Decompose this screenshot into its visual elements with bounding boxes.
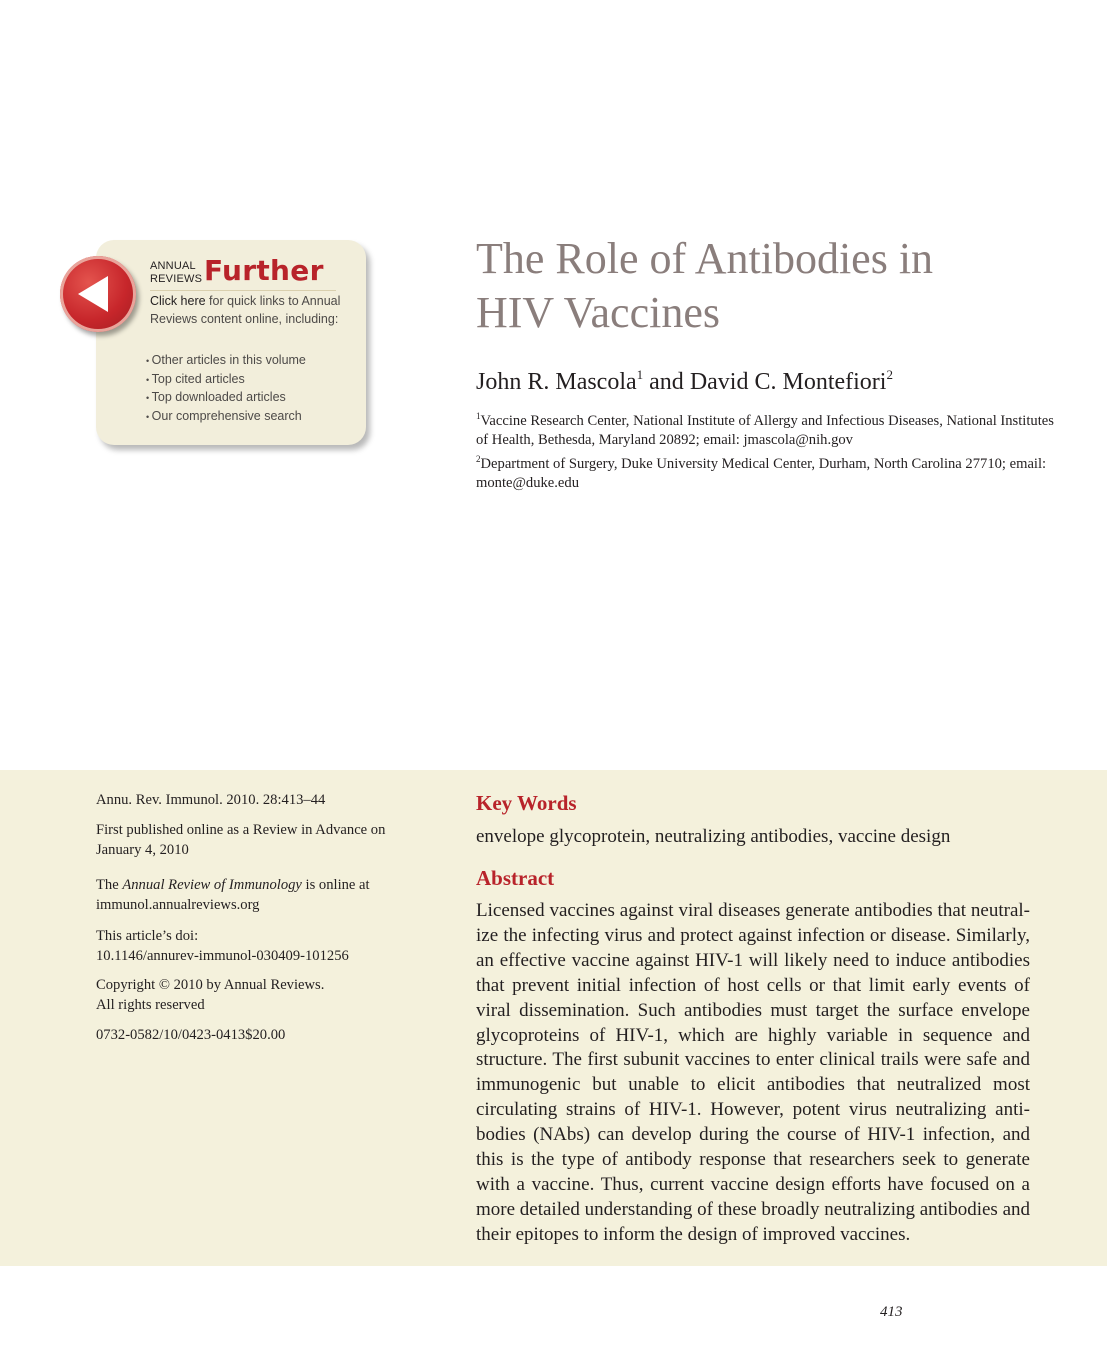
further-divider — [150, 290, 336, 291]
affiliation-1-sup: 1 — [476, 411, 481, 421]
affiliation-2-sup: 2 — [476, 454, 481, 464]
affiliation-1-text: Vaccine Research Center, National Institute of Allergy and Infectious Diseases, National Institutes of Health, Bethesda, Maryland 20892; email: jmascola@nih.gov — [476, 413, 1054, 448]
citation: Annu. Rev. Immunol. 2010. 28:413–44 — [96, 792, 326, 808]
author-2: David C. Montefiori — [689, 369, 887, 395]
rights: All rights reserved — [96, 996, 205, 1013]
further-link-search[interactable]: • Our comprehensive search — [146, 408, 356, 427]
copyright: Copyright © 2010 by Annual Reviews. — [96, 977, 325, 993]
journal-online-pre: The — [96, 877, 123, 893]
affiliation-1 — [476, 412, 1056, 449]
title-line-2: HIV Vaccines — [476, 288, 720, 337]
further-back-arrow-icon[interactable] — [60, 256, 136, 332]
annual-reviews-label: ANNUAL REVIEWS — [150, 260, 203, 285]
author-1-sup: 1 — [636, 367, 644, 382]
click-here-link[interactable]: Click here — [150, 294, 206, 308]
further-link-top-cited[interactable]: • Top cited articles — [146, 371, 356, 390]
article-code: 0732-0582/10/0423-0413$20.00 — [96, 1027, 286, 1043]
affiliation-2-text: Department of Surgery, Duke University Medical Center, Durham, North Carolina 27710; email: monte@duke.edu — [476, 456, 1047, 491]
further-desc-text: for quick links to Annual Reviews content online, including: — [150, 294, 341, 326]
first-published: First published online as a Review in Advance on January 4, 2010 — [96, 822, 386, 858]
keywords-text: envelope glycoprotein, neutralizing antibodies, vaccine design — [476, 826, 951, 847]
further-description — [150, 293, 350, 328]
abstract-text: Licensed vaccines against viral diseases generate antibodies that neutralize the infecting virus and protect against infection or disease. Similarly, an effective vaccine against HIV-1 will likely need to induce antibodies that prevent initial infection of host cells or that limit early events of viral dissemination. Such antibodies must target the surface envelope glycoproteins of HIV-1, which are highly variable in sequence and structure. The first subunit vaccines to enter clinical trails were safe and immunogenic but unable to elicit antibodies that neutralized most circulating strains of HIV-1. However, potent virus neutralizing antibodies (NAbs) can develop during the course of HIV-1 infection, and this is the type of antibody response that researchers seek to generate with a vaccine. Thus, current vaccine design efforts have focused on a more detailed understanding of these broadly neutralizing antibodies and their epitopes to inform the design of improved vaccines. — [476, 900, 1030, 1245]
title-line-1: The Role of Antibodies in — [476, 234, 934, 283]
copyright-block — [96, 976, 416, 1015]
further-title: Further — [204, 254, 324, 287]
further-link-other-articles[interactable]: • Other articles in this volume — [146, 352, 356, 371]
doi-value[interactable]: 10.1146/annurev-immunol-030409-101256 — [96, 947, 349, 964]
doi-block — [96, 927, 416, 966]
journal-online-post: is online at immunol.annualreviews.org — [96, 877, 370, 913]
journal-name: Annual Review of Immunology — [122, 877, 302, 893]
author-list — [476, 366, 1076, 398]
keywords-heading: Key Words — [476, 791, 577, 815]
author-1: John R. Mascola — [476, 369, 637, 395]
doi-label: This article’s doi: — [96, 928, 199, 944]
author-and: and — [643, 369, 690, 395]
affiliation-2 — [476, 455, 1056, 492]
further-link-top-downloaded[interactable]: • Top downloaded articles — [146, 389, 356, 408]
abstract-heading: Abstract — [476, 866, 555, 890]
page-number: 413 — [880, 1304, 903, 1320]
further-links-list — [146, 352, 356, 427]
author-2-sup: 2 — [886, 367, 893, 382]
article-title — [476, 232, 1076, 340]
journal-online — [96, 876, 416, 915]
